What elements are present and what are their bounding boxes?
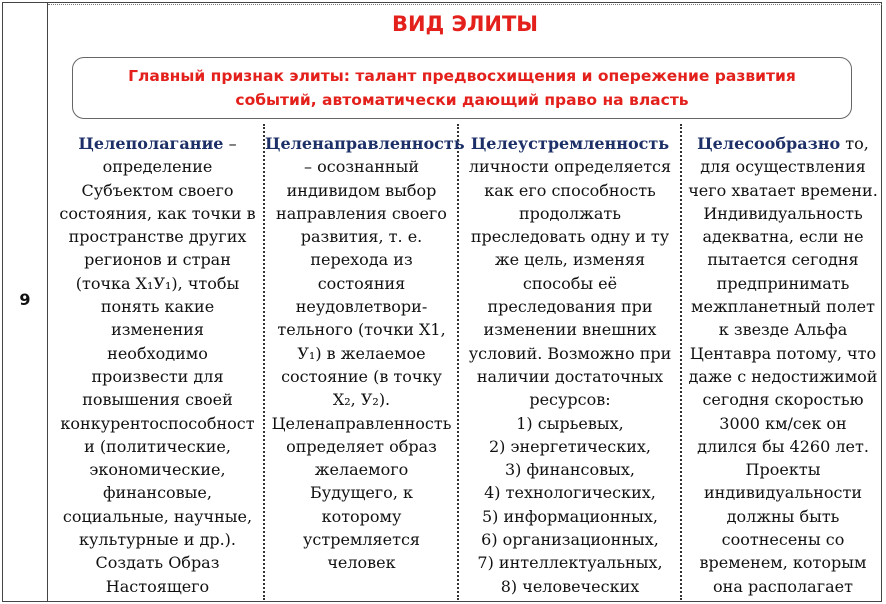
- column-line: для осуществления: [700, 157, 866, 177]
- column-line: 6) организационных,: [481, 530, 659, 550]
- column-line: изменении внешних: [483, 320, 657, 340]
- column-line: направления своего: [276, 203, 447, 223]
- column-lead-term: Целесообразно: [697, 134, 841, 153]
- column-line: Х₂, У₂).: [332, 390, 391, 410]
- column-line-text: то,: [840, 134, 869, 153]
- column-line: устремляется: [302, 530, 420, 550]
- column-line: понять какие: [100, 297, 215, 317]
- column-line: 2) энергетических,: [489, 436, 651, 456]
- column-line: социальные, научные,: [62, 506, 253, 526]
- banner-line-1: Главный признак элиты: талант предвосхищения и опережение развития: [128, 67, 796, 85]
- column-lead-term: Целеустремленность: [470, 134, 670, 153]
- column-line: [682, 132, 884, 155]
- column-line: Целенаправленность: [271, 413, 452, 433]
- column-goal-striving: [459, 132, 681, 598]
- column-line: повышения своей: [82, 390, 233, 410]
- column-line: У₁) в желаемое: [297, 343, 426, 363]
- column-line: экономические,: [89, 460, 226, 480]
- column-line: Будущего, к: [310, 483, 413, 503]
- column-line: желаемого: [314, 460, 409, 480]
- column-line: произвести для: [91, 366, 224, 386]
- column-lead-term: Целеполагание: [78, 134, 224, 153]
- column-lead-term: Целенаправленность: [265, 134, 465, 153]
- column-purposefulness: [265, 132, 465, 575]
- column-line: развития, т. е.: [300, 227, 423, 247]
- column-line: временем, которым: [699, 553, 867, 573]
- column-line: наличии достаточных: [476, 366, 664, 386]
- column-line: 7) интеллектуальных,: [477, 553, 663, 573]
- column-line: соотнесены со: [721, 530, 845, 550]
- row-number: 9: [19, 290, 31, 309]
- column-line: финансовые,: [103, 483, 212, 503]
- column-line: даже с недостижимой: [688, 366, 878, 386]
- column-line: неудовлетвори-: [295, 297, 428, 317]
- column-line: пространстве других: [68, 227, 247, 247]
- column-line: состояния: [317, 273, 406, 293]
- column-line: Индивидуальность: [703, 203, 863, 223]
- column-line: тельного (точки Х1,: [277, 320, 446, 340]
- column-line: [50, 132, 265, 155]
- top-divider: [48, 0, 882, 5]
- column-line: индивидом выбор: [286, 180, 437, 200]
- page-title: ВИД ЭЛИТЫ: [391, 12, 539, 36]
- column-expediency: [682, 132, 884, 598]
- column-line: состояния, как точки в: [59, 203, 256, 223]
- column-line: изменения: [111, 320, 204, 340]
- column-line: 8) человеческих: [500, 576, 640, 596]
- column-line: чего хватает времени.: [688, 180, 878, 200]
- column-line: человек: [327, 553, 396, 573]
- column-line: которому: [321, 506, 402, 526]
- column-line: и (политические,: [84, 436, 231, 456]
- column-line: межпланетный полет: [691, 297, 875, 317]
- column-line: – осознанный: [304, 157, 419, 177]
- column-line: [459, 132, 681, 155]
- column-line: предпринимать: [716, 273, 850, 293]
- column-line: культурные и др.).: [78, 530, 236, 550]
- column-line: 5) информационных,: [482, 506, 658, 526]
- elite-banner: [72, 57, 852, 119]
- column-line: способы её: [522, 273, 618, 293]
- column-line: 1) сырьевых,: [516, 413, 624, 433]
- column-line: Субъектом своего: [81, 180, 234, 200]
- column-line-text: –: [223, 134, 237, 153]
- banner-line-2: событий, автоматически дающий право на власть: [235, 91, 689, 109]
- column-line: (точка Х₁У₁), чтобы: [75, 273, 240, 293]
- column-line: продолжать: [518, 203, 621, 223]
- column-line: она располагает: [713, 576, 853, 596]
- column-line: адекватна, если не: [702, 227, 864, 247]
- column-line: Проекты: [745, 460, 821, 480]
- column-line: [265, 132, 465, 155]
- column-line: необходимо: [107, 343, 208, 363]
- column-line: к звезде Альфа: [718, 320, 848, 340]
- column-line: регионов и стран: [84, 250, 231, 270]
- column-line: 3000 км/сек он: [719, 413, 847, 433]
- column-line: личности определяется: [468, 157, 672, 177]
- column-line: же цель, изменяя: [494, 250, 646, 270]
- column-line: длился бы 4260 лет.: [697, 436, 869, 456]
- column-line: преследовать одну и ту: [470, 227, 670, 247]
- column-line: состояние (в точку: [281, 366, 442, 386]
- column-line: пытается сегодня: [707, 250, 859, 270]
- column-line: условий. Возможно при: [468, 343, 672, 363]
- column-line: Создать Образ: [95, 553, 220, 573]
- column-line: 3) финансовых,: [504, 460, 635, 480]
- column-line: ресурсов:: [529, 390, 611, 410]
- column-line: конкурентоспособност: [60, 413, 255, 433]
- column-line: Настоящего: [105, 576, 210, 596]
- column-goal-setting: [50, 132, 265, 598]
- column-line: преследования при: [487, 297, 653, 317]
- column-line: 4) технологических,: [484, 483, 656, 503]
- column-line: индивидуальности: [704, 483, 862, 503]
- column-line: должны быть: [726, 506, 840, 526]
- column-line: сегодня скоростью: [702, 390, 864, 410]
- column-line: определение: [102, 157, 213, 177]
- column-line: перехода из: [310, 250, 413, 270]
- column-line: как его способность: [484, 180, 656, 200]
- column-line: Центавра потому, что: [689, 343, 877, 363]
- column-line: определяет образ: [286, 436, 437, 456]
